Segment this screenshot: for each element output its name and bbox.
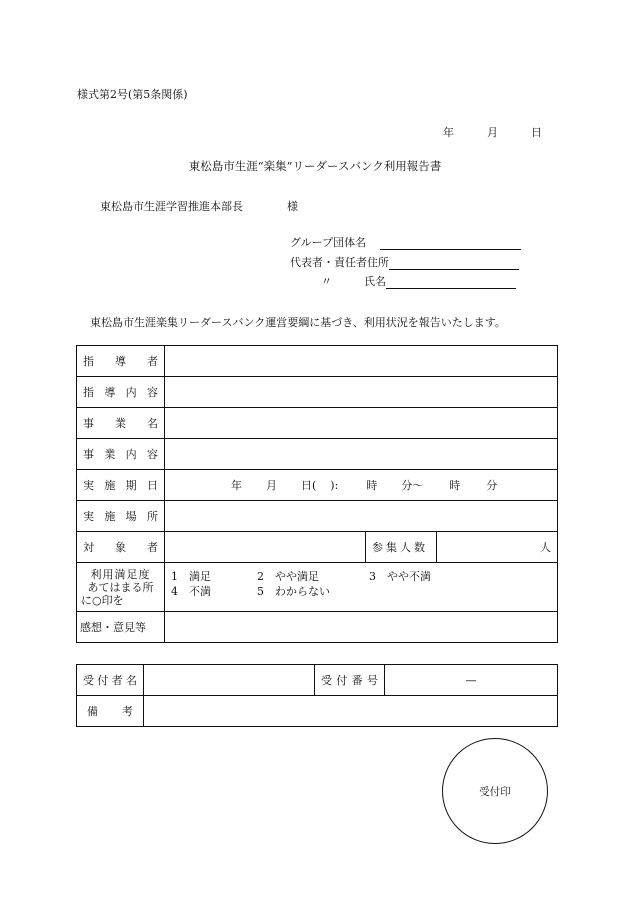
row-project-name (77, 408, 558, 439)
field-target[interactable] (165, 532, 366, 563)
addressee (100, 198, 298, 214)
label-content: 指 導 内 容 (77, 377, 165, 408)
label-remarks: 備 考 (77, 696, 144, 727)
row-period (77, 470, 558, 501)
label-venue: 実 施 場 所 (77, 501, 165, 532)
field-venue[interactable] (165, 501, 558, 532)
field-impressions[interactable] (165, 612, 558, 643)
name-label: 氏名 (364, 275, 386, 288)
receipt-stamp (442, 738, 548, 844)
option-satisfied[interactable]: 1 満足 (171, 570, 211, 583)
field-project-content[interactable] (165, 439, 558, 470)
row-impressions (77, 612, 558, 643)
label-impressions: 感想・意見等 (77, 612, 165, 643)
option-somewhat-dissatisfied[interactable]: 3 やや不満 (369, 570, 431, 583)
row-receiver (77, 665, 558, 696)
row-target (77, 532, 558, 563)
label-satisfaction: 利用満足度 あてはまる所 に○印を (77, 563, 165, 612)
report-table (76, 345, 558, 643)
field-receipt-number[interactable] (385, 665, 558, 696)
field-satisfaction (165, 563, 558, 612)
label-target: 対 象 者 (77, 532, 165, 563)
field-project-name[interactable] (165, 408, 558, 439)
option-dissatisfied[interactable]: 4 不満 (171, 585, 211, 598)
receipt-table (76, 664, 558, 727)
row-remarks (77, 696, 558, 727)
field-content[interactable] (165, 377, 558, 408)
option-unknown[interactable]: 5 わからない (257, 585, 330, 598)
label-participants: 参集人数 (366, 532, 437, 563)
field-instructor[interactable] (165, 346, 558, 377)
option-somewhat-satisfied[interactable]: 2 やや満足 (257, 570, 319, 583)
label-instructor: 指 導 者 (77, 346, 165, 377)
label-project-content: 事 業 内 容 (77, 439, 165, 470)
label-receiver-name: 受 付 者 名 (77, 665, 144, 696)
label-project-name: 事 業 名 (77, 408, 165, 439)
statement: 東松島市生涯楽集リーダースバンク運営要綱に基づき、利用状況を報告いたします。 (90, 316, 506, 329)
label-period: 実 施 期 日 (77, 470, 165, 501)
receipt-number-dash: — (465, 673, 477, 687)
date-day: 日 (531, 126, 542, 139)
participants-unit: 人 (540, 541, 552, 554)
row-satisfaction (77, 563, 558, 612)
group-name-row (290, 234, 521, 250)
field-receiver-name[interactable] (144, 665, 315, 696)
ditto-mark: 〃 (321, 275, 332, 288)
label-receipt-number: 受 付 番 号 (315, 665, 385, 696)
addressee-name: 東松島市生涯学習推進本部長 (100, 200, 243, 213)
row-instructor (77, 346, 558, 377)
form-number: 様式第2号(第5条関係) (77, 88, 188, 101)
address-label: 代表者・責任者住所 (290, 256, 389, 269)
period-template: 年 月 日( ): 時 分〜 時 分 (231, 479, 498, 492)
row-venue (77, 501, 558, 532)
row-content (77, 377, 558, 408)
row-project-content (77, 439, 558, 470)
address-row (290, 254, 519, 270)
name-field[interactable] (386, 275, 516, 289)
group-name-label: グループ団体名 (290, 236, 367, 249)
field-participants[interactable] (437, 532, 558, 563)
date-year: 年 (443, 126, 454, 139)
field-period[interactable] (165, 470, 558, 501)
honorific: 様 (287, 200, 298, 213)
field-remarks[interactable] (144, 696, 558, 727)
date-month: 月 (487, 126, 498, 139)
document-title: 東松島市生涯“楽集”リーダースバンク利用報告書 (188, 159, 442, 173)
name-row (290, 273, 516, 289)
date-line (443, 124, 542, 140)
stamp-label: 受付印 (479, 785, 511, 798)
group-name-field[interactable] (380, 236, 521, 250)
address-field[interactable] (389, 256, 519, 270)
